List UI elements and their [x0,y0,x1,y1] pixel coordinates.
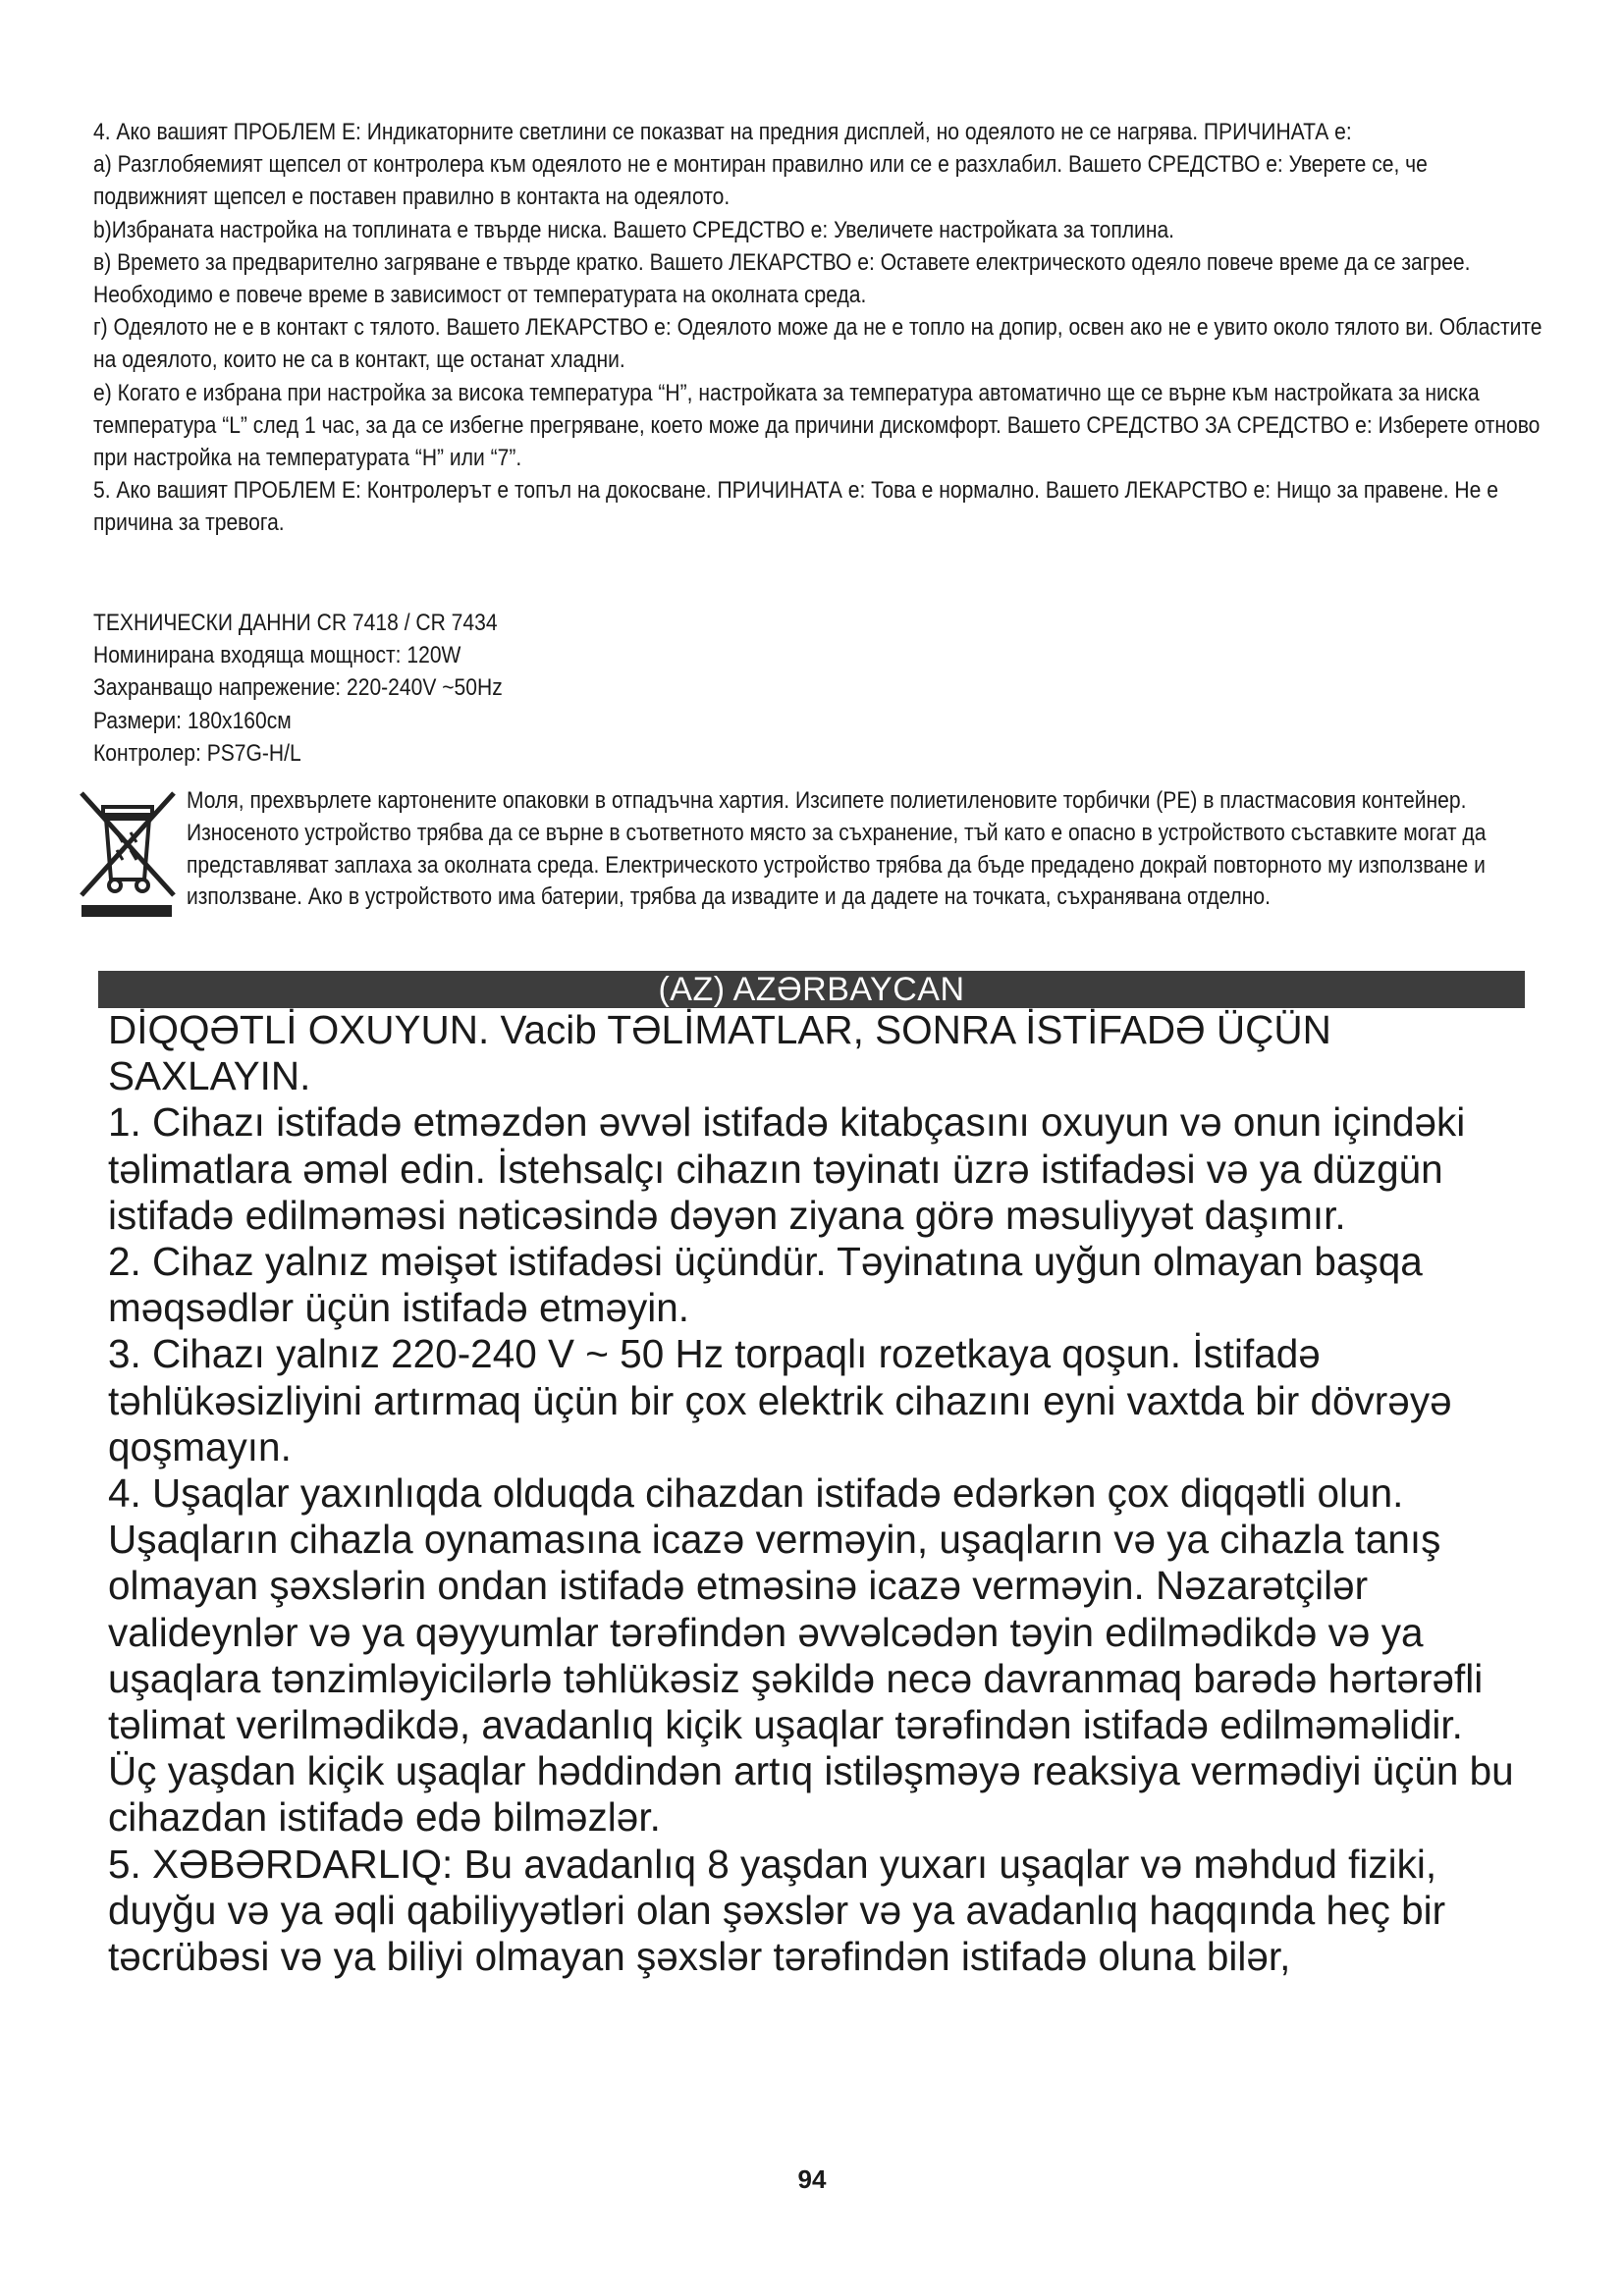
bulgarian-troubleshooting-text [93,116,1545,540]
az-paragraph: DİQQƏTLİ OXUYUN. Vacib TƏLİMATLAR, SONRA İSTİFADƏ ÜÇÜN SAXLAYIN. [108,1007,1331,1099]
bg-paragraph: е) Когато е избрана при настройка за висока температура “H”, настройката за температура автоматично ще се върне към настройката за ниска температура “L” след 1 час, за да се избегне прегряване, което може да причини дискомфорт. Вашето СРЕДСТВО ЗА СРЕДСТВО е: Изберете отново при настройка на температурата “H” или “7”. [93,379,1541,472]
bg-paragraph: в) Времето за предварително загряване е твърде кратко. Вашето ЛЕКАРСТВО е: Оставете електрическото одеяло повече време да се загрее. Необходимо е повече време в зависимост от температурата на околната среда. [93,248,1471,309]
technical-specifications [93,607,853,770]
az-paragraph: 5. XƏBƏRDARLIQ: Bu avadanlıq 8 yaşdan yuxarı uşaqlar və məhdud fiziki, duyğu və ya əqli qabiliyyətləri olan şəxslər və ya avadanlıq haqqında heç bir təcrübəsi və ya biliyi olmayan şəxslər tərəfindən istifadə oluna bilər, [108,1841,1446,1980]
spec-controller: Контролер: PS7G-H/L [93,739,301,767]
spec-voltage: Захранващо напрежение: 220-240V ~50Hz [93,674,503,702]
page-number: 94 [797,2164,827,2194]
az-paragraph: 3. Cihazı yalnız 220-240 V ~ 50 Hz torpaqlı rozetkaya qoşun. İstifadə təhlükəsizliyini artırmaq üçün bir çox elektrik cihazını eyni vaxtda bir dövrəyə qoşmayın. [108,1331,1452,1469]
bg-paragraph: а) Разглобяемият щепсел от контролера към одеялото не е монтиран правилно или се е разхлабил. Вашето СРЕДСТВО е: Уверете се, че подвижният щепсел е поставен правилно в контакта на одеялото. [93,151,1428,211]
bg-paragraph: 5. Ако вашият ПРОБЛЕМ Е: Контролерът е топъл на докосване. ПРИЧИНАТА е: Това е нормално. Вашето ЛЕКАРСТВО е: Нищо за правене. Не е причина за тревога. [93,477,1498,537]
bg-paragraph: 4. Ако вашият ПРОБЛЕМ Е: Индикаторните светлини се показват на предния дисплей, но одеялото не се нагрява. ПРИЧИНАТА е: [93,119,1352,145]
bg-paragraph: г) Одеялото не е в контакт с тялото. Вашето ЛЕКАРСТВО е: Одеялото може да не е топло на допир, освен ако не е увито около тялото ви. Областите на одеялото, които не са в контакт, ще останат хладни. [93,314,1543,374]
azerbaijani-safety-text [108,1007,1542,1980]
crossed-out-wheelie-bin-icon [74,785,182,923]
az-paragraph: 4. Uşaqlar yaxınlıqda olduqda cihazdan istifadə edərkən çox diqqətli olun. Uşaqların cihazla oynamasına icazə verməyin, uşaqların və ya cihazla tanış olmayan şəxslərin ondan istifadə etməsinə icazə verməyin. Nəzarətçilər valideynlər və ya qəyyumlar tərəfindən əvvəlcədən təyin edilmədikdə və ya uşaqlara tənzimləyicilərlə təhlükəsiz şəkildə necə davranmaq barədə hərtərəfli təlimat verilmədikdə, avadanlıq kiçik uşaqlar tərəfindən istifadə edilməməlidir. [108,1470,1484,1748]
az-paragraph: Üç yaşdan kiçik uşaqlar həddindən artıq istiləşməyə reaksiya vermədiyi üçün bu cihazdan istifadə edə bilməzlər. [108,1748,1514,1841]
spec-power: Номинирана входяща мощност: 120W [93,642,461,669]
az-paragraph: 2. Cihaz yalnız məişət istifadəsi üçündür. Təyinatına uyğun olmayan başqa məqsədlər üçün istifadə etməyin. [108,1239,1423,1331]
bg-paragraph: b)Избраната настройка на топлината е твърде ниска. Вашето СРЕДСТВО е: Увеличете настройката за топлина. [93,216,1175,243]
az-paragraph: 1. Cihazı istifadə etməzdən əvvəl istifadə kitabçasını oxuyun və onun içindəki təlimatlara əməl edin. İstehsalçı cihazın təyinatı üzrə istifadəsi və ya düzgün istifadə edilməməsi nəticəsində dəyən ziyana görə məsuliyyət daşımır. [108,1099,1466,1238]
section-header-azerbaijani: (AZ) AZƏRBAYCAN [98,971,1525,1008]
spec-size: Размери: 180x160см [93,707,292,734]
weee-disposal-text: Моля, прехвърлете картонените опаковки в отпадъчна хартия. Изсипете полиетиленовите торбички (PE) в пластмасовия контейнер. Износеното устройство трябва да се върне в съответното място за съхранение, тъй като е опасно в устройството съставките могат да представляват заплаха за околната среда. Електрическото устройство трябва да бъде предадено докрай повторното му използване и използване. Ако в устройството има батерии, трябва да извадите и да дадете на точката, съхранявана отделно. [187,787,1487,911]
spec-title: ТЕХНИЧЕСКИ ДАННИ CR 7418 / CR 7434 [93,610,498,636]
